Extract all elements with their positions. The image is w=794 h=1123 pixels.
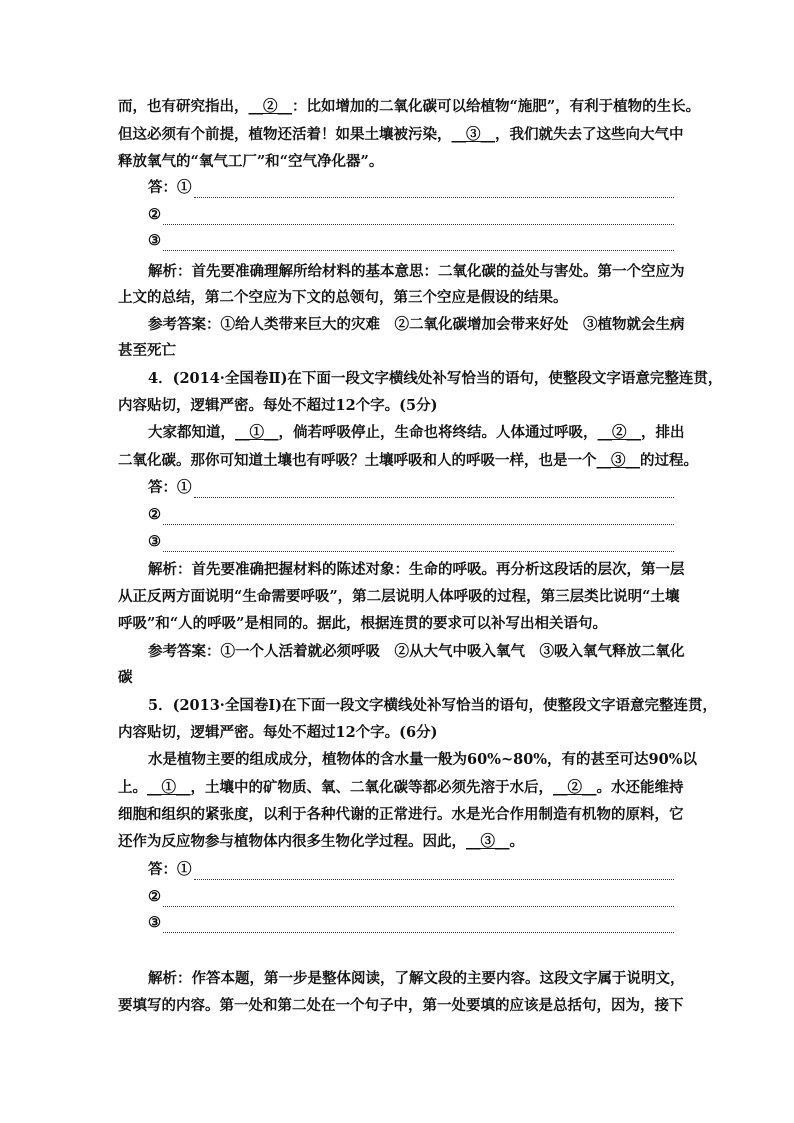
text: 大家都知道， [148, 424, 235, 441]
text: 的过程。 [640, 452, 698, 469]
blank-3: __③__ [466, 833, 510, 850]
answer-line-2 [148, 887, 674, 907]
answer-line-3 [148, 532, 674, 552]
blank-1: __①__ [147, 779, 191, 796]
reference-answer-line: 参考答案：①一个人活着就必须呼吸 ②从大气中吸入氧气 ③吸入氧气释放二氧化 [148, 643, 685, 660]
analysis-line: 呼吸”和“人的呼吸”是相同的。据此，根据连贯的要求可以补写出相关语句。 [118, 615, 608, 632]
paragraph-line [118, 125, 684, 145]
question-4-line: 内容贴切，逻辑严密。每处不超过12个字。(5分) [118, 397, 438, 414]
text: ，排出 [641, 424, 685, 441]
reference-answer-line: 甚至死亡 [118, 342, 176, 359]
text: 还作为反应物参与植物体内很多生物化学过程。因此， [118, 833, 466, 850]
text: ，倘若呼吸停止，生命也将终结。人体通过呼吸， [278, 424, 598, 441]
blank-2: __②__ [248, 98, 292, 115]
dotted-line [163, 238, 674, 251]
blank-3: __③__ [451, 126, 495, 143]
blank-3: __③__ [596, 452, 640, 469]
analysis-line: 解析：首先要准确把握材料的陈述对象：生命的呼吸。再分析这段话的层次，第一层 [148, 561, 685, 578]
question-4-text-line [148, 423, 685, 443]
answer-line-2 [148, 205, 674, 225]
analysis-line: 从正反两方面说明“生命需要呼吸”，第二层说明人体呼吸的过程，第三层类比说明“土壤 [118, 588, 680, 605]
question-5-text-line [118, 778, 684, 798]
text: ，土壤中的矿物质、氧、二氧化碳等都必须先溶于水后， [190, 779, 553, 796]
question-4-text-line [118, 451, 698, 471]
answer-line-1 [148, 860, 674, 880]
text: 二氧化碳。那你可知道土壤也有呼吸？土壤呼吸和人的呼吸一样，也是一个 [118, 452, 597, 469]
question-4-line: 4．(2014·全国卷Ⅱ)在下面一段文字横线处补写恰当的语句，使整段文字语意完整连贯， [148, 370, 723, 387]
answer-line-1 [148, 478, 674, 498]
dotted-line [194, 867, 675, 880]
answer-line-2 [148, 505, 674, 525]
paragraph-line: 释放氧气的“氧气工厂”和“空气净化器”。 [118, 153, 384, 170]
dotted-line [163, 512, 674, 525]
reference-answer-line: 碳 [118, 669, 133, 686]
dotted-line [163, 212, 674, 225]
text: 而，也有研究指出， [118, 98, 249, 115]
answer-label: 答：① [148, 861, 192, 878]
answer-label: ② [148, 506, 161, 523]
dotted-line [194, 185, 675, 198]
question-5-line: 5．(2013·全国卷Ⅰ)在下面一段文字横线处补写恰当的语句，使整段文字语意完整连贯， [148, 697, 717, 714]
reference-answer-line: 参考答案：①给人类带来巨大的灾难 ②二氧化碳增加会带来好处 ③植物就会生病 [148, 316, 685, 333]
answer-line-3 [148, 231, 674, 251]
answer-label: 答：① [148, 179, 192, 196]
answer-label: ③ [148, 914, 161, 931]
dotted-line [163, 920, 674, 933]
paragraph-line [118, 97, 701, 117]
answer-label: 答：① [148, 479, 192, 496]
answer-label: ③ [148, 533, 161, 550]
analysis-line: 解析：作答本题，第一步是整体阅读，了解文段的主要内容。这段文字属于说明文， [148, 970, 685, 987]
question-5-text-line [118, 832, 678, 852]
question-5-text-line: 水是植物主要的组成成分，植物体的含水量一般为60%~80%，有的甚至可达90%以 [148, 751, 698, 768]
text: 上。 [118, 779, 147, 796]
answer-line-3 [148, 913, 674, 933]
blank-1: __①__ [235, 424, 279, 441]
question-5-line: 内容贴切，逻辑严密。每处不超过12个字。(6分) [118, 724, 438, 741]
dotted-line [194, 485, 675, 498]
text: 。水还能维持 [596, 779, 684, 796]
answer-label: ② [148, 206, 161, 223]
text: ：比如增加的二氧化碳可以给植物“施肥”，有利于植物的生长。 [292, 98, 701, 115]
question-5-text-line: 细胞和组织的紧张度，以利于各种代谢的正常进行。水是光合作用制造有机物的原料，它 [118, 806, 684, 823]
blank-2: __②__ [597, 424, 641, 441]
text: ，我们就失去了这些向大气中 [495, 126, 684, 143]
answer-label: ② [148, 888, 161, 905]
answer-line-1 [148, 178, 674, 198]
blank-2: __②__ [553, 779, 597, 796]
dotted-line [163, 894, 674, 907]
dotted-line [163, 539, 674, 552]
analysis-line: 上文的总结，第二个空应为下文的总领句，第三个空应是假设的结果。 [118, 289, 568, 306]
analysis-line: 要填写的内容。第一处和第二处在一个句子中，第一处要填的应该是总括句，因为，接下 [118, 997, 684, 1014]
analysis-line: 解析：首先要准确理解所给材料的基本意思：二氧化碳的益处与害处。第一个空应为 [148, 263, 685, 280]
text: 。 [509, 833, 524, 850]
answer-label: ③ [148, 232, 161, 249]
text: 但这必须有个前提，植物还活着！如果土壤被污染， [118, 126, 452, 143]
